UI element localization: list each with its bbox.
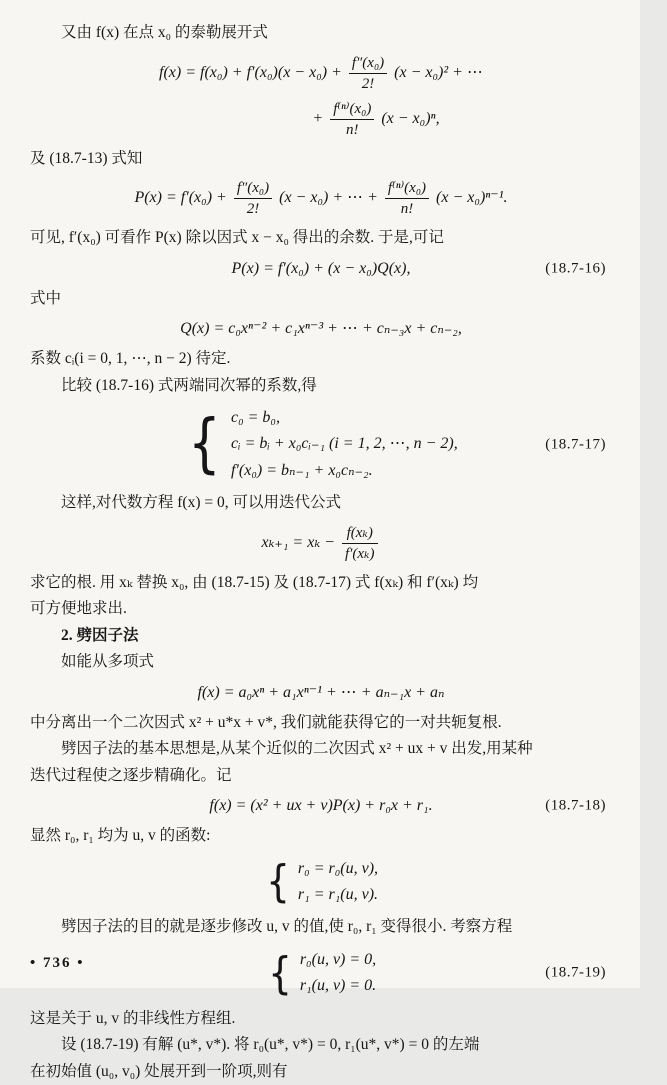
formula-p-factored	[30, 259, 612, 279]
left-brace: {	[188, 407, 221, 482]
system-body	[184, 407, 457, 482]
paragraph-find-root-1: 求它的根. 用 xₖ 替换 x₀, 由 (18.7-15) 及 (18.7-17) 式 f(xₖ) 和 f′(xₖ) 均	[30, 573, 479, 591]
paragraph-in-which: 式中	[30, 289, 62, 307]
equation-number: (18.7-17)	[545, 436, 606, 453]
formula-segment: f(x) = f(x₀) + f′(x₀)(x − x₀) +	[159, 63, 346, 81]
paragraph-remainder-remark: 可见, f′(x₀) 可看作 P(x) 除以因式 x − x₀ 得出的余数. 于是,可记	[30, 229, 444, 246]
paragraph-basic-idea-2: 迭代过程使之逐步精确化。记	[30, 766, 232, 784]
formula-segment: Q(x) = c₀xⁿ⁻² + c₁xⁿ⁻³ + ⋯ + cₙ₋₃x + cₙ₋₂,	[180, 320, 462, 337]
equation-number: (18.7-19)	[545, 964, 606, 981]
system-lines	[300, 949, 376, 998]
formula-p-expansion	[30, 179, 612, 218]
paragraph-purpose: 劈因子法的目的就是逐步修改 u, v 的值,使 r₀, r₁ 变得很小. 考察方程	[61, 918, 513, 936]
system-line: c₀ = b₀,	[230, 409, 280, 426]
formula-segment: P(x) = f′(x₀) + (x − x₀)Q(x),	[231, 259, 411, 277]
formula-segment: f(x) = (x² + ux + v)P(x) + r₀x + r₁.	[209, 797, 433, 815]
section-heading-split-factor-method: 2. 劈因子法	[61, 626, 139, 644]
formula-segment: (x − x₀)ⁿ⁻¹.	[432, 189, 508, 207]
paragraph-and-eq13: 及 (18.7-13) 式知	[30, 149, 143, 167]
system-line: r₀(u, v) = 0,	[299, 950, 377, 968]
fraction-denominator: 2!	[246, 201, 260, 217]
paragraph-if-poly: 如能从多项式	[61, 653, 155, 671]
paragraph-coeff-note: 系数 cᵢ(i = 0, 1, ⋯, n − 2) 待定.	[30, 350, 231, 367]
system-body	[264, 858, 378, 907]
paragraph-basic-idea-1: 劈因子法的基本思想是,从某个近似的二次因式 x² + ux + v 出发,用某种	[61, 740, 533, 758]
formula-f-split	[30, 796, 612, 816]
formula-taylor-expansion-line2	[85, 100, 667, 139]
system-line: r₁(u, v) = 0.	[299, 977, 377, 995]
paragraph-nonlinear-note: 这是关于 u, v 的非线性方程组.	[30, 1009, 236, 1027]
page-number: • 736 •	[30, 955, 85, 971]
formula-polynomial-f	[30, 683, 612, 703]
paragraph-separate-quadratic: 中分离出一个二次因式 x² + u*x + v*, 我们就能获得它的一对共轭复根.	[30, 713, 502, 731]
left-brace: {	[266, 856, 290, 908]
paragraph-compare-coeffs: 比较 (18.7-16) 式两端同次幂的系数,得	[61, 376, 317, 394]
formula-segment: P(x) = f′(x₀) +	[134, 189, 231, 207]
formula-segment: (x − x₀)ⁿ,	[377, 109, 440, 127]
system-lines	[231, 407, 458, 482]
system-lines	[298, 858, 378, 907]
equation-number: (18.7-18)	[545, 797, 606, 814]
fraction-numerator: f⁽ⁿ⁾(x₀)	[330, 100, 374, 120]
paragraph-taylor-intro: 又由 f(x) 在点 x₀ 的泰勒展开式	[61, 24, 268, 41]
fraction	[234, 179, 272, 218]
fraction-denominator: 2!	[361, 75, 375, 92]
paragraph-thus-newton: 这样,对代数方程 f(x) = 0, 可以用迭代公式	[61, 494, 341, 512]
formula-segment: (x − x₀)² + ⋯	[390, 63, 483, 81]
system-body	[266, 949, 376, 998]
fraction-denominator: n!	[400, 201, 414, 217]
system-line: cᵢ = bᵢ + x₀cᵢ₋₁ (i = 1, 2, ⋯, n − 2),	[230, 435, 458, 453]
system-line: r₀ = r₀(u, v),	[297, 859, 379, 877]
left-brace: {	[267, 947, 292, 999]
fraction-denominator: n!	[346, 121, 359, 138]
formula-q-definition	[30, 319, 612, 339]
formula-segment: xₖ₊₁ = xₖ −	[261, 533, 339, 551]
fraction	[330, 100, 374, 139]
fraction-numerator: f(xₖ)	[342, 524, 378, 544]
system-line: r₁ = r₁(u, v).	[297, 886, 379, 904]
formula-segment: f(x) = a₀xⁿ + a₁xⁿ⁻¹ + ⋯ + aₙ₋₁x + aₙ	[197, 683, 445, 701]
paragraph-find-root-2: 可方便地求出.	[30, 600, 127, 618]
fraction	[342, 524, 378, 563]
formula-newton-iteration	[30, 524, 612, 563]
fraction	[349, 54, 387, 93]
fraction-numerator: f⁽ⁿ⁾(x₀)	[385, 179, 429, 199]
fraction-numerator: f″(x₀)	[234, 179, 272, 199]
paragraph-suppose-2: 在初始值 (u₀, v₀) 处展开到一阶项,则有	[30, 1062, 288, 1080]
formula-taylor-expansion-line1	[30, 54, 612, 93]
paragraph-obvious-functions: 显然 r₀, r₁ 均为 u, v 的函数:	[30, 827, 211, 845]
fraction-numerator: f″(x₀)	[349, 54, 387, 74]
equation-system-r-functions	[30, 858, 612, 907]
equation-system-coefficients	[30, 407, 612, 482]
formula-segment: +	[312, 109, 328, 127]
equation-number: (18.7-16)	[545, 260, 606, 277]
equation-system-r-zero	[30, 949, 612, 998]
fraction-denominator: f′(xₖ)	[344, 545, 375, 562]
formula-segment: (x − x₀) + ⋯ +	[275, 189, 382, 207]
system-line: f′(x₀) = bₙ₋₁ + x₀cₙ₋₂.	[230, 461, 373, 479]
paragraph-suppose-1: 设 (18.7-19) 有解 (u*, v*). 将 r₀(u*, v*) = 0, r₁(u*, v*) = 0 的左端	[61, 1036, 480, 1054]
fraction	[385, 179, 429, 218]
